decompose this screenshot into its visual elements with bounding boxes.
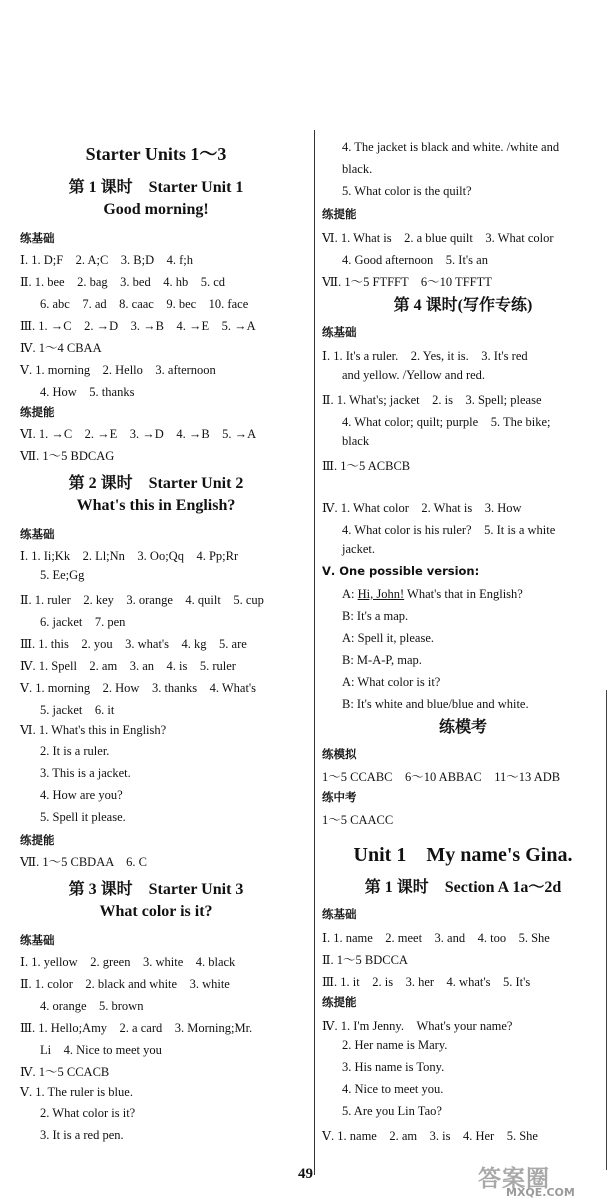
answer-line: 5. What color is the quilt?	[342, 184, 472, 198]
lesson-heading: 练模考	[438, 719, 487, 736]
answer-line: 5. Spell it please.	[40, 810, 126, 824]
answer-line: Ⅰ. 1. yellow 2. green 3. white 4. black	[20, 955, 236, 969]
lesson-heading: What's this in English?	[76, 497, 236, 514]
answer-line: 3. His name is Tony.	[342, 1060, 445, 1074]
exercise-label: 练提能	[322, 207, 357, 221]
answer-line: 5. jacket 6. it	[40, 703, 115, 717]
answer-line: Ⅴ. 1. name 2. am 3. is 4. Her 5. She	[322, 1129, 538, 1143]
answer-line: 2. Her name is Mary.	[342, 1038, 448, 1052]
answer-line: B: It's a map.	[342, 609, 409, 623]
answer-line: Ⅳ. 1. I'm Jenny. What's your name?	[322, 1019, 513, 1033]
exercise-label: 练模拟	[322, 747, 357, 761]
answer-line: Ⅳ. 1～5 CCACB	[20, 1065, 110, 1079]
answer-line: Ⅶ. 1～5 BDCAG	[20, 449, 115, 463]
answer-line: 1～5 CAACC	[322, 813, 394, 827]
answer-line: 1～5 CCABC 6～10 ABBAC 11～13 ADB	[322, 770, 561, 784]
answer-line: Ⅰ. 1. Ii;Kk 2. Ll;Nn 3. Oo;Qq 4. Pp;Rr	[20, 549, 239, 563]
exercise-label: 练基础	[322, 325, 357, 339]
answer-line: Ⅳ. 1～4 CBAA	[20, 341, 102, 355]
answer-line: Ⅱ. 1. bee 2. bag 3. bed 4. hb 5. cd	[20, 275, 225, 289]
exercise-label: 练中考	[322, 790, 357, 804]
exercise-label: 练提能	[20, 405, 55, 419]
page-number: 49	[298, 1166, 313, 1182]
exercise-label: 练基础	[322, 907, 357, 921]
lesson-heading: What color is it?	[99, 903, 213, 920]
watermark-logo: 答案圈	[478, 1166, 550, 1192]
answer-line: 4. What color; quilt; purple 5. The bike;	[342, 415, 551, 429]
answer-line: Ⅴ. 1. morning 2. Hello 3. afternoon	[20, 363, 216, 377]
column-divider	[314, 130, 315, 1175]
answer-line: 4. Nice to meet you.	[342, 1082, 444, 1096]
lesson-heading: 第 1 课时 Section A 1a～2d	[364, 879, 562, 896]
answer-line: Ⅳ. 1. What color 2. What is 3. How	[322, 501, 522, 515]
answer-line: B: It's white and blue/blue and white.	[342, 697, 529, 711]
exercise-label: Ⅴ. One possible version:	[322, 564, 480, 578]
answer-line: Ⅵ. 1. What is 2. a blue quilt 3. What color	[322, 231, 554, 245]
answer-line: 4. How are you?	[40, 788, 123, 802]
answer-line: A: Hi, John! What's that in English?	[342, 587, 523, 601]
answer-line: Li 4. Nice to meet you	[40, 1043, 162, 1057]
answer-line: Ⅴ. 1. The ruler is blue.	[20, 1085, 133, 1099]
answer-line: Ⅲ. 1. this 2. you 3. what's 4. kg 5. are	[20, 637, 247, 651]
right-edge-divider	[606, 690, 607, 1170]
answer-line: Ⅵ. 1. What's this in English?	[20, 723, 167, 737]
answer-line: jacket.	[342, 542, 375, 556]
answer-line: Ⅰ. 1. D;F 2. A;C 3. B;D 4. f;h	[20, 253, 194, 267]
answer-line: black	[342, 434, 370, 448]
answer-line: Ⅲ. 1. →C 2. →D 3. →B 4. →E 5. →A	[20, 319, 256, 333]
answer-line: 3. This is a jacket.	[40, 766, 131, 780]
answer-line: 5. Ee;Gg	[40, 568, 85, 582]
answer-line: 4. The jacket is black and white. /white and	[342, 140, 560, 154]
exercise-label: 练基础	[20, 527, 55, 541]
answer-line: Ⅰ. 1. name 2. meet 3. and 4. too 5. She	[322, 931, 550, 945]
answer-line: 4. Good afternoon 5. It's an	[342, 253, 488, 267]
unit-title: Unit 1 My name's Gina.	[353, 844, 573, 866]
section-title: Starter Units 1～3	[85, 144, 227, 164]
answer-line: 2. What color is it?	[40, 1106, 136, 1120]
answer-line: 6. abc 7. ad 8. caac 9. bec 10. face	[40, 297, 249, 311]
answer-line: Ⅲ. 1. Hello;Amy 2. a card 3. Morning;Mr.	[20, 1021, 253, 1035]
answer-line: Ⅱ. 1. What's; jacket 2. is 3. Spell; please	[322, 393, 542, 407]
exercise-label: 练提能	[322, 995, 357, 1009]
answer-line: Ⅱ. 1. color 2. black and white 3. white	[20, 977, 230, 991]
answer-line: Ⅴ. 1. morning 2. How 3. thanks 4. What's	[20, 681, 257, 695]
lesson-heading: 第 3 课时 Starter Unit 3	[68, 881, 244, 898]
answer-line: 2. It is a ruler.	[40, 744, 110, 758]
answer-line: B: M-A-P, map.	[342, 653, 422, 667]
answer-line: A: Spell it, please.	[342, 631, 434, 645]
answer-line: Ⅶ. 1～5 CBDAA 6. C	[20, 855, 147, 869]
exercise-label: 练基础	[20, 231, 55, 245]
answer-line: Ⅶ. 1～5 FTFFT 6～10 TFFTT	[322, 275, 492, 289]
answer-line: Ⅰ. 1. It's a ruler. 2. Yes, it is. 3. It's red	[322, 349, 528, 363]
exercise-label: 练基础	[20, 933, 55, 947]
answer-line: 6. jacket 7. pen	[40, 615, 126, 629]
answer-line: and yellow. /Yellow and red.	[342, 368, 486, 382]
answer-line: Ⅲ. 1. it 2. is 3. her 4. what's 5. It's	[322, 975, 531, 989]
answer-line: 4. orange 5. brown	[40, 999, 144, 1013]
answer-line: 3. It is a red pen.	[40, 1128, 124, 1142]
answer-line: Ⅱ. 1～5 BDCCA	[322, 953, 408, 967]
answer-line: black.	[342, 162, 373, 176]
answer-line: Ⅲ. 1～5 ACBCB	[322, 459, 411, 473]
answer-line: Ⅱ. 1. ruler 2. key 3. orange 4. quilt 5. cup	[20, 593, 264, 607]
exercise-label: 练提能	[20, 833, 55, 847]
lesson-heading: 第 4 课时(写作专练)	[393, 297, 533, 314]
answer-line: Ⅳ. 1. Spell 2. am 3. an 4. is 5. ruler	[20, 659, 236, 673]
underlined-text: Hi, John!	[357, 587, 405, 601]
lesson-heading: Good morning!	[103, 201, 209, 218]
watermark-url: MXQE.COM	[506, 1186, 575, 1199]
answer-line: 4. What color is his ruler? 5. It is a white	[342, 523, 556, 537]
lesson-heading: 第 2 课时 Starter Unit 2	[68, 475, 244, 492]
answer-line: A: What color is it?	[342, 675, 441, 689]
answer-line: Ⅵ. 1. →C 2. →E 3. →D 4. →B 5. →A	[20, 427, 257, 441]
answer-line: 5. Are you Lin Tao?	[342, 1104, 442, 1118]
lesson-heading: 第 1 课时 Starter Unit 1	[68, 179, 244, 196]
answer-line: 4. How 5. thanks	[40, 385, 135, 399]
